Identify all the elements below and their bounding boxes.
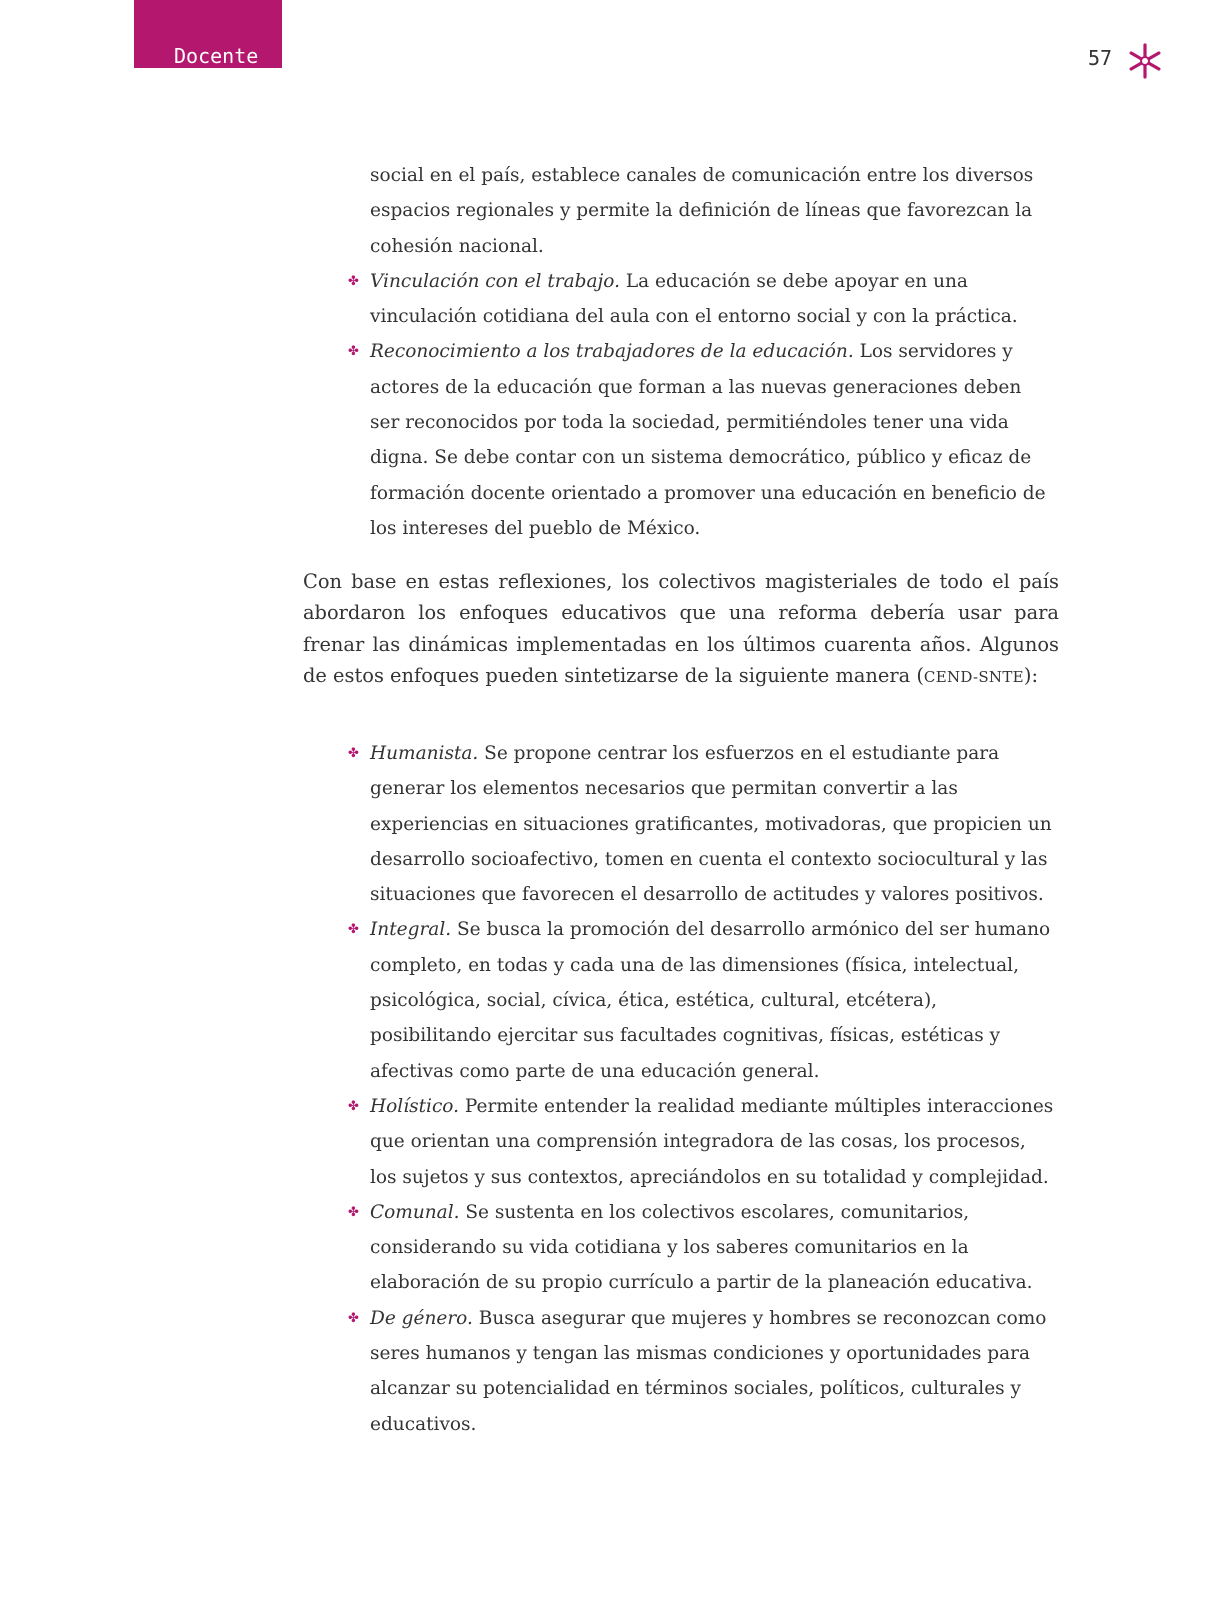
list-term: Humanista. (370, 743, 479, 764)
bullet-icon: ✤ (348, 273, 359, 289)
list-text: Permite entender la realidad mediante múltiples interacciones que orientan una comprensión integradora de las cosas, los procesos, los sujetos y sus contextos, apreciándolos en su totalidad y complejidad. (370, 1095, 1054, 1188)
list-text: Busca asegurar que mujeres y hombres se reconozcan como seres humanos y tengan las mismas condiciones y oportunidades para alcanzar su potencialidad en términos sociales, políticos, culturales y educativos. (370, 1307, 1047, 1435)
list-text: La educación se debe apoyar en una vinculación cotidiana del aula con el entorno social y con la práctica. (370, 270, 1018, 328)
section-tab (134, 0, 282, 68)
list-text: Se propone centrar los esfuerzos en el estudiante para generar los elementos necesarios que permitan convertir a las experiencias en situaciones gratificantes, motivadoras, que propicien un desarrollo socioafectivo, tomen en cuenta el contexto sociocultural y las situaciones que favorecen el desarrollo de actitudes y valores positivos. (370, 743, 1052, 906)
paragraph-close: ): (1023, 663, 1039, 687)
top-list (348, 158, 1054, 546)
approaches-list (348, 736, 1054, 1442)
bullet-icon: ✤ (348, 344, 359, 360)
paragraph-text: Con base en estas reflexiones, los colectivos magisteriales de todo el país abordaron los enfoques educativos que una reforma debería usar para frenar las dinámicas implementadas en los últimos cuarenta años. Algunos de estos enfoques pueden sintetizarse de la siguiente manera ( (303, 570, 1059, 687)
list-item (348, 1195, 1054, 1301)
body-paragraph (303, 566, 1059, 693)
list-term: De género. (370, 1307, 473, 1329)
list-item-continuation (348, 158, 1054, 264)
list-item (348, 264, 1054, 335)
list-item (348, 1301, 1054, 1442)
list-text: Se sustenta en los colectivos escolares, comunitarios, considerando su vida cotidiana y los saberes comunitarios en la elaboración de su propio currículo a partir de la planeación educativa. (370, 1201, 1033, 1294)
page-number: 57 (1088, 46, 1113, 70)
section-label: Docente (174, 44, 259, 68)
paragraph-acronym: CEND-SNTE (923, 667, 1024, 686)
list-term: Holístico. (370, 1095, 460, 1117)
bullet-icon: ✤ (348, 1098, 359, 1114)
list-item (348, 912, 1054, 1088)
list-text: Se busca la promoción del desarrollo armónico del ser humano completo, en todas y cada una de las dimensiones (física, intelectual, psicológica, social, cívica, ética, estética, cultural, etcétera), posibilitando ejercitar sus facultades cognitivas, físicas, estéticas y afectivas como parte de una educación general. (370, 919, 1051, 1082)
bullet-icon: ✤ (348, 1310, 359, 1326)
continuation-text: social en el país, establece canales de comunicación entre los diversos espacios regionales y permite la definición de líneas que favorezcan la cohesión nacional. (370, 165, 1034, 257)
list-term: Vinculación con el trabajo. (370, 270, 620, 292)
list-term: Integral. (370, 919, 452, 941)
list-item (348, 736, 1054, 912)
list-item (348, 334, 1054, 546)
asterisk-icon (1126, 42, 1164, 80)
list-term: Reconocimiento a los trabajadores de la educación. (370, 341, 854, 363)
bullet-icon: ✤ (348, 922, 359, 938)
list-text: Los servidores y actores de la educación que forman a las nuevas generaciones deben ser reconocidos por toda la sociedad, permitiéndoles tener una vida digna. Se debe contar con un sistema democrático, público y eficaz de formación docente orientado a promover una educación en beneficio de los intereses del pueblo de México. (370, 341, 1046, 539)
list-term: Comunal. (370, 1201, 460, 1223)
list-item (348, 1089, 1054, 1195)
bullet-icon: ✤ (348, 1204, 359, 1220)
bullet-icon: ✤ (348, 746, 359, 761)
